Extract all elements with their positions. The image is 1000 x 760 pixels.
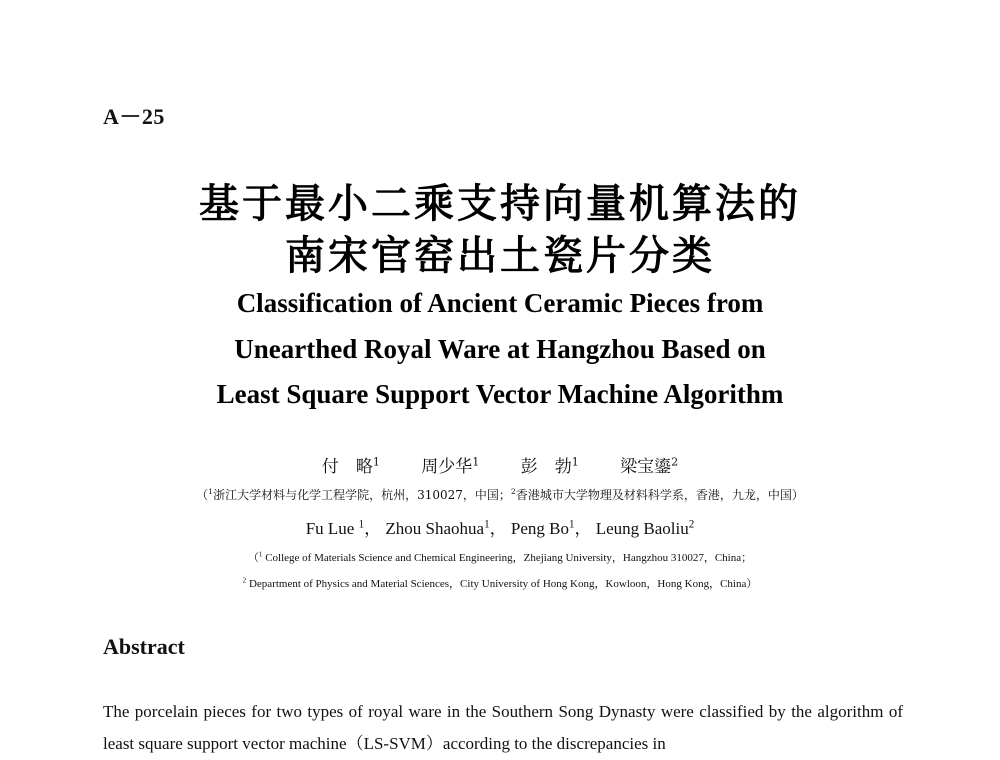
english-author-list [0,514,1000,539]
english-author: Peng Bo$^1$， [510,518,592,538]
english-title-line-3: Least Square Support Vector Machine Algorithm [216,379,784,409]
english-affiliation-2: $^2$ Department of Physics and Material Sciences，City University of Hong Kong，Kowloon，Hong Kong，China） [242,576,758,590]
english-title-line-1: Classification of Ancient Ceramic Pieces from [236,288,764,318]
english-author: Leung Baoliu$^2$ [595,518,695,538]
paper-id: A－25 [103,104,165,129]
chinese-author-list [0,452,1000,477]
chinese-affiliation: （$^1$浙江大学材料与化学工程学院，杭州，310027，中国；$^2$香港城市大学物理及材料科学系，香港，九龙，中国） [196,487,804,502]
english-title-line-2: Unearthed Royal Ware at Hangzhou Based on [234,334,766,364]
chinese-author: 梁宝鎏$^2$ [620,455,679,477]
english-author: Fu Lue $^1$， [305,518,382,538]
english-affiliation-1: （$^1$ College of Materials Science and Chemical Engineering，Zhejiang University，Hangzhou 310027，China； [247,550,753,564]
chinese-author: 付 略$^1$ [321,455,380,477]
abstract-heading: Abstract [103,634,185,659]
chinese-author: 彭 勃$^1$ [520,455,579,477]
chinese-title-line-2: 南宋官窑出土瓷片分类 [285,232,715,279]
chinese-title-line-1: 基于最小二乘支持向量机算法的 [199,180,801,227]
english-author: Zhou Shaohua$^1$， [385,518,507,538]
abstract-text: The porcelain pieces for two types of royal ware in the Southern Song Dynasty were classified by the algorithm of least square support vector machine（LS-SVM）according to the discrepancies in [103,702,903,753]
chinese-author: 周少华$^1$ [421,455,480,477]
